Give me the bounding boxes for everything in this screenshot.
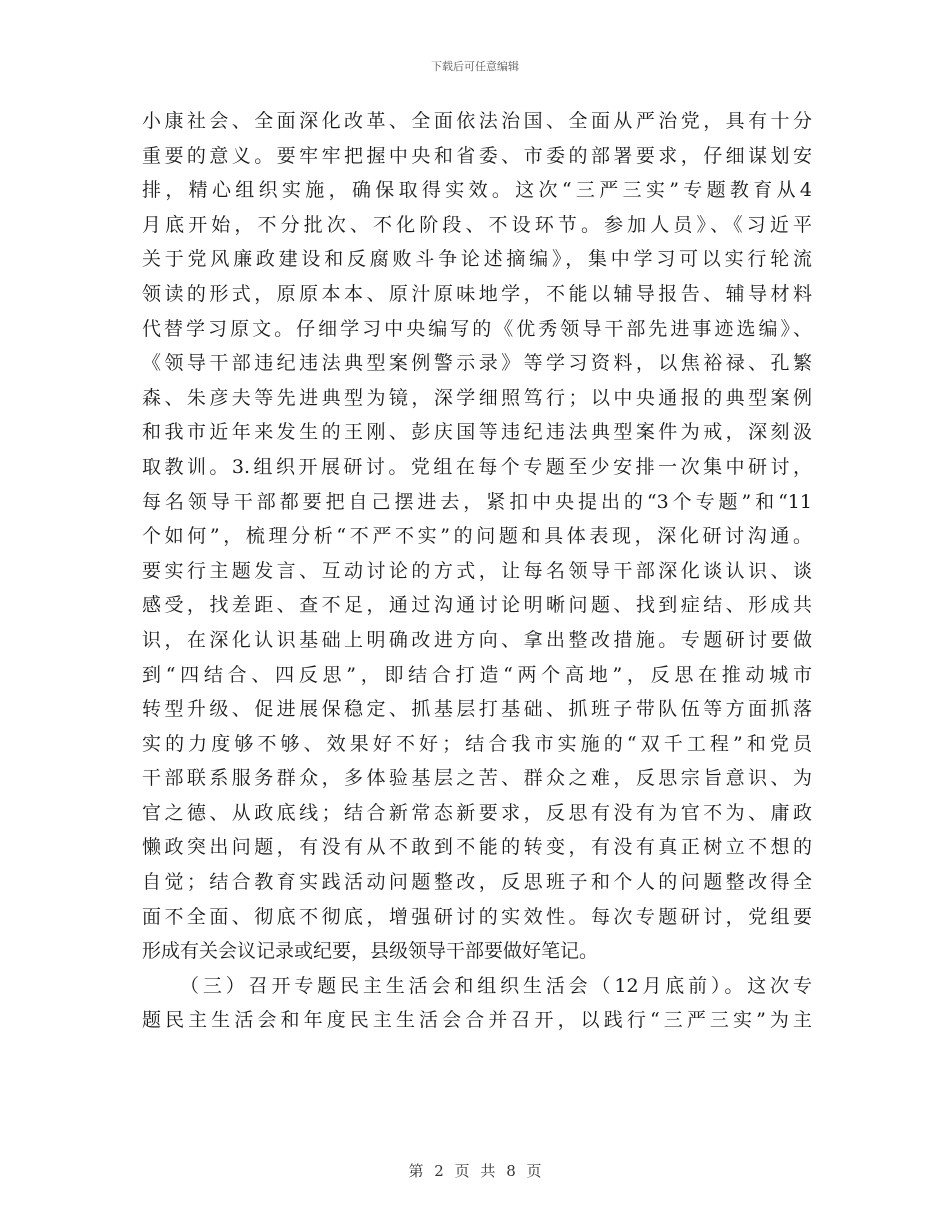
text-line: 关于党风廉政建设和反腐败斗争论述摘编》，集中学习可以实行轮流	[142, 248, 812, 271]
text-line: 和我市近年来发生的王刚、彭庆国等违纪违法典型案件为戒，深刻汲	[142, 421, 812, 444]
text-line: 题民主生活会和年度民主生活会合并召开，以践行“三严三实”为主	[142, 1009, 812, 1032]
text-line: 排，精心组织实施，确保取得实效。这次“三严三实”专题教育从4	[142, 179, 812, 202]
page-header-note: 下载后可任意编辑	[431, 60, 519, 73]
page-footer	[0, 1160, 950, 1181]
text-line: 《领导干部违纪违法典型案例警示录》等学习资料，以焦裕禄、孔繁	[142, 352, 812, 375]
text-line: 自觉；结合教育实践活动问题整改，反思班子和个人的问题整改得全	[142, 871, 812, 894]
footer-prefix: 第	[408, 1162, 424, 1180]
text-line: 感受，找差距、查不足，通过沟通讨论明晰问题、找到症结、形成共	[142, 594, 812, 617]
text-line: 转型升级、促进展保稳定、抓基层打基础、抓班子带队伍等方面抓落	[142, 698, 812, 721]
text-line: 识，在深化认识基础上明确改进方向、拿出整改措施。专题研讨要做	[142, 628, 812, 651]
text-line: 森、朱彦夫等先进典型为镜，深学细照笃行；以中央通报的典型案例	[142, 386, 812, 409]
text-line: 取教训。3.组织开展研讨。党组在每个专题至少安排一次集中研讨，	[142, 455, 812, 478]
footer-total-word: 共	[480, 1162, 496, 1180]
section-heading-line: （三）召开专题民主生活会和组织生活会（12月底前）。这次专	[180, 974, 812, 997]
footer-current-page: 2	[434, 1162, 444, 1180]
text-line: 重要的意义。要牢牢把握中央和省委、市委的部署要求，仔细谋划安	[142, 144, 812, 167]
text-line: 个如何”，梳理分析“不严不实”的问题和具体表现，深化研讨沟通。	[142, 525, 812, 548]
text-line: 月底开始，不分批次、不化阶段、不设环节。参加人员》、《习近平	[142, 213, 812, 236]
text-line: 形成有关会议记录或纪要，县级领导干部要做好笔记。	[142, 940, 599, 963]
text-line: 懒政突出问题，有没有从不敢到不能的转变，有没有真正树立不想的	[142, 836, 812, 859]
text-line: 每名领导干部都要把自己摆进去，紧扣中央提出的“3个专题”和“11	[142, 490, 812, 513]
text-line: 领读的形式，原原本本、原汁原味地学，不能以辅导报告、辅导材料	[142, 282, 812, 305]
footer-page-word: 页	[454, 1162, 470, 1180]
text-line: 小康社会、全面深化改革、全面依法治国、全面从严治党，具有十分	[142, 110, 812, 132]
text-line: 官之德、从政底线；结合新常态新要求，反思有没有为官不为、庸政	[142, 801, 812, 824]
text-line: 面不全面、彻底不彻底，增强研讨的实效性。每次专题研讨，党组要	[142, 905, 812, 928]
text-line: 实的力度够不够、效果好不好；结合我市实施的“双千工程”和党员	[142, 732, 812, 755]
footer-total-pages: 8	[506, 1162, 516, 1180]
text-line: 要实行主题发言、互动讨论的方式，让每名领导干部深化谈认识、谈	[142, 559, 812, 582]
footer-suffix: 页	[526, 1162, 542, 1180]
text-line: 到“四结合、四反思”，即结合打造“两个高地”，反思在推动城市	[142, 663, 812, 686]
document-body	[142, 104, 812, 1038]
text-line: 代替学习原文。仔细学习中央编写的《优秀领导干部先进事迹选编》、	[142, 317, 812, 340]
text-line: 干部联系服务群众，多体验基层之苦、群众之难，反思宗旨意识、为	[142, 767, 812, 790]
